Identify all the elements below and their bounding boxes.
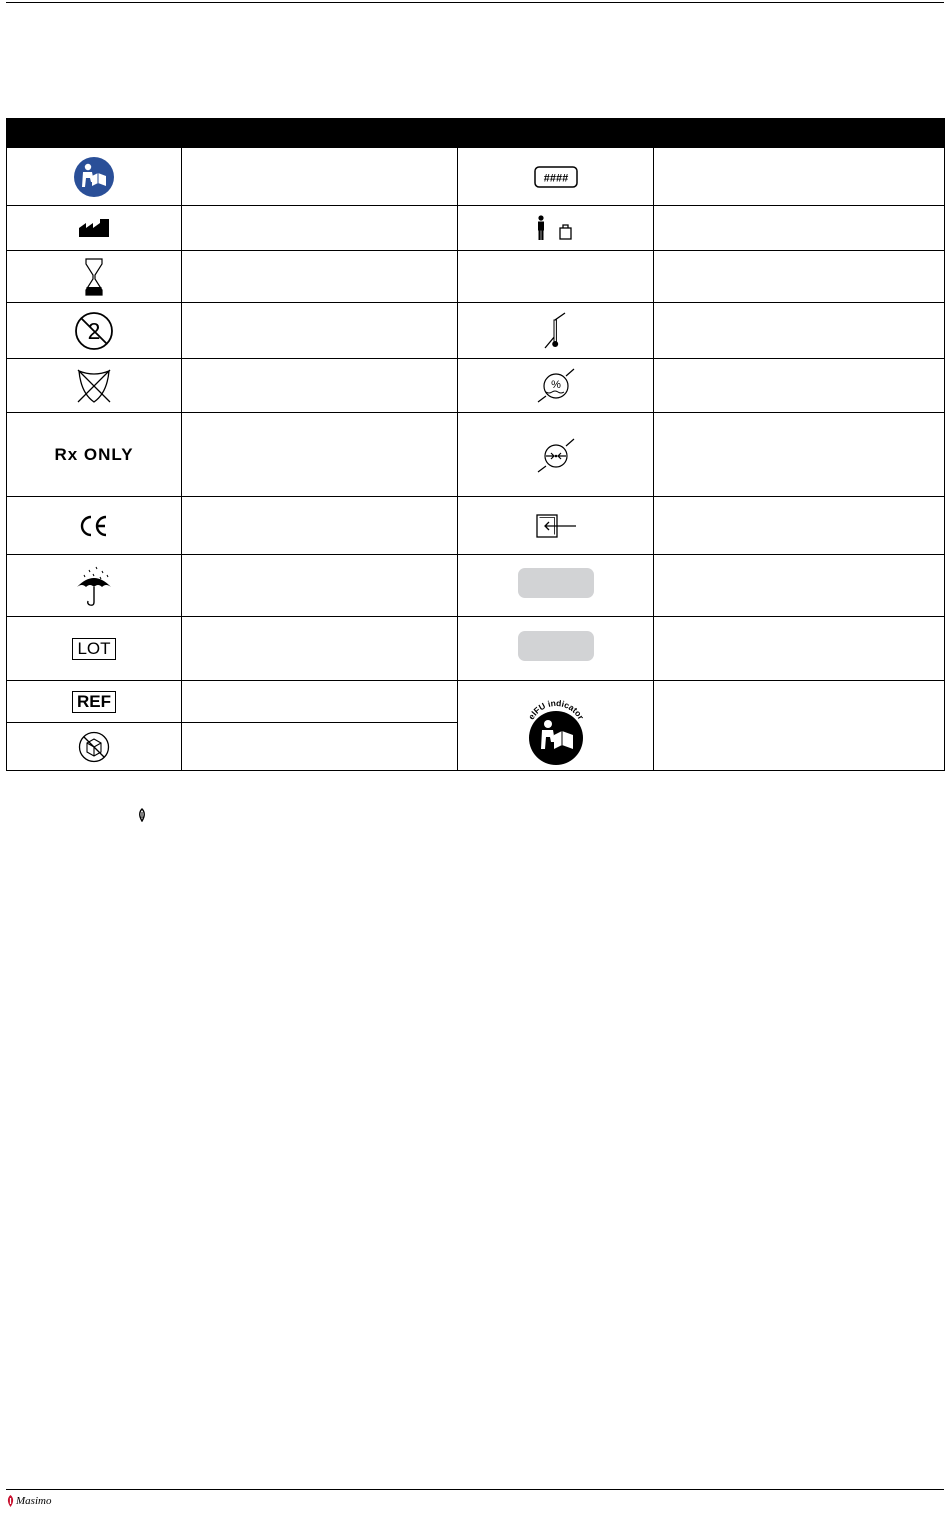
- symbol-cell: [458, 359, 654, 413]
- symbol-cell: [458, 303, 654, 359]
- rx-only-mark: Rx ONLY: [54, 444, 134, 464]
- description-cell: [182, 497, 458, 555]
- atmospheric-pressure-limit-icon: [536, 435, 576, 475]
- header-cell-description-1: [182, 119, 458, 148]
- svg-text:%: %: [550, 378, 561, 391]
- do-not-reuse-icon: [74, 311, 114, 351]
- description-cell: [182, 148, 458, 206]
- lot-icon: LOT: [72, 638, 115, 660]
- symbol-cell: [7, 681, 182, 723]
- symbol-cell: [7, 359, 182, 413]
- patient-weight-icon: [532, 215, 580, 241]
- header-cell-symbol-1: [7, 119, 182, 148]
- symbol-cell: [458, 148, 654, 206]
- svg-text:2: 2: [87, 317, 101, 344]
- placeholder-pill: [518, 568, 594, 598]
- description-cell: [182, 413, 458, 497]
- symbols-table: [6, 118, 945, 771]
- table-row: [7, 555, 945, 617]
- svg-text:####: ####: [543, 172, 568, 184]
- input-icon: [534, 513, 578, 539]
- description-cell: [182, 681, 458, 723]
- instructions-for-use-blue-icon: [73, 156, 115, 198]
- symbol-cell: [7, 497, 182, 555]
- ref-icon: REF: [72, 691, 116, 713]
- table-row: [7, 681, 945, 723]
- symbol-cell: [7, 303, 182, 359]
- eifu-indicator-icon: [518, 686, 594, 766]
- table-row: [7, 251, 945, 303]
- latex-free-icon: [75, 367, 113, 405]
- header-cell-symbol-2: [458, 119, 654, 148]
- symbol-cell: [7, 723, 182, 771]
- description-cell: [182, 359, 458, 413]
- masimo-logo-icon: [6, 1494, 15, 1508]
- symbol-cell: [458, 681, 654, 771]
- svg-text:eIFU indicator: eIFU indicator: [525, 697, 586, 721]
- placeholder-pill: [518, 631, 594, 661]
- symbol-cell: [458, 497, 654, 555]
- description-cell: [182, 555, 458, 617]
- description-cell: [654, 555, 945, 617]
- symbol-cell: [458, 251, 654, 303]
- temperature-limit-icon: [543, 312, 569, 350]
- keep-dry-icon: [74, 565, 114, 607]
- description-cell: [654, 148, 945, 206]
- description-cell: [654, 359, 945, 413]
- symbol-cell: [7, 148, 182, 206]
- ce-mark-icon: [79, 515, 109, 537]
- symbol-cell: [7, 617, 182, 681]
- do-not-use-if-damaged-icon: [78, 731, 110, 763]
- manufacturer-icon: [77, 218, 111, 238]
- symbol-cell: [458, 206, 654, 251]
- top-rule: [6, 2, 944, 3]
- symbol-cell: [458, 413, 654, 497]
- table-row: [7, 359, 945, 413]
- table-row: [7, 206, 945, 251]
- masimo-mark-icon: [138, 808, 146, 822]
- bottom-rule: [6, 1489, 944, 1490]
- table-row: [7, 303, 945, 359]
- table-row: [7, 413, 945, 497]
- description-cell: [654, 251, 945, 303]
- description-cell: [654, 303, 945, 359]
- description-cell: [654, 413, 945, 497]
- description-cell: [182, 723, 458, 771]
- table-row: [7, 148, 945, 206]
- symbol-cell: [458, 617, 654, 681]
- symbol-cell: [458, 555, 654, 617]
- symbol-cell: [7, 206, 182, 251]
- table-header-row: [7, 119, 945, 148]
- use-by-hourglass-icon: [84, 258, 104, 296]
- description-cell: [654, 681, 945, 771]
- description-cell: [182, 303, 458, 359]
- description-cell: [654, 206, 945, 251]
- serial-number-icon: [534, 166, 578, 188]
- masimo-logo-text: Masimo: [16, 1495, 52, 1507]
- table-row: [7, 617, 945, 681]
- description-cell: [182, 251, 458, 303]
- header-cell-description-2: [654, 119, 945, 148]
- symbol-cell: [7, 413, 182, 497]
- humidity-limit-icon: [536, 366, 576, 406]
- masimo-logo: [6, 1494, 51, 1508]
- description-cell: [654, 617, 945, 681]
- symbol-cell: [7, 251, 182, 303]
- description-cell: [654, 497, 945, 555]
- table-row: [7, 497, 945, 555]
- description-cell: [182, 206, 458, 251]
- description-cell: [182, 617, 458, 681]
- symbol-cell: [7, 555, 182, 617]
